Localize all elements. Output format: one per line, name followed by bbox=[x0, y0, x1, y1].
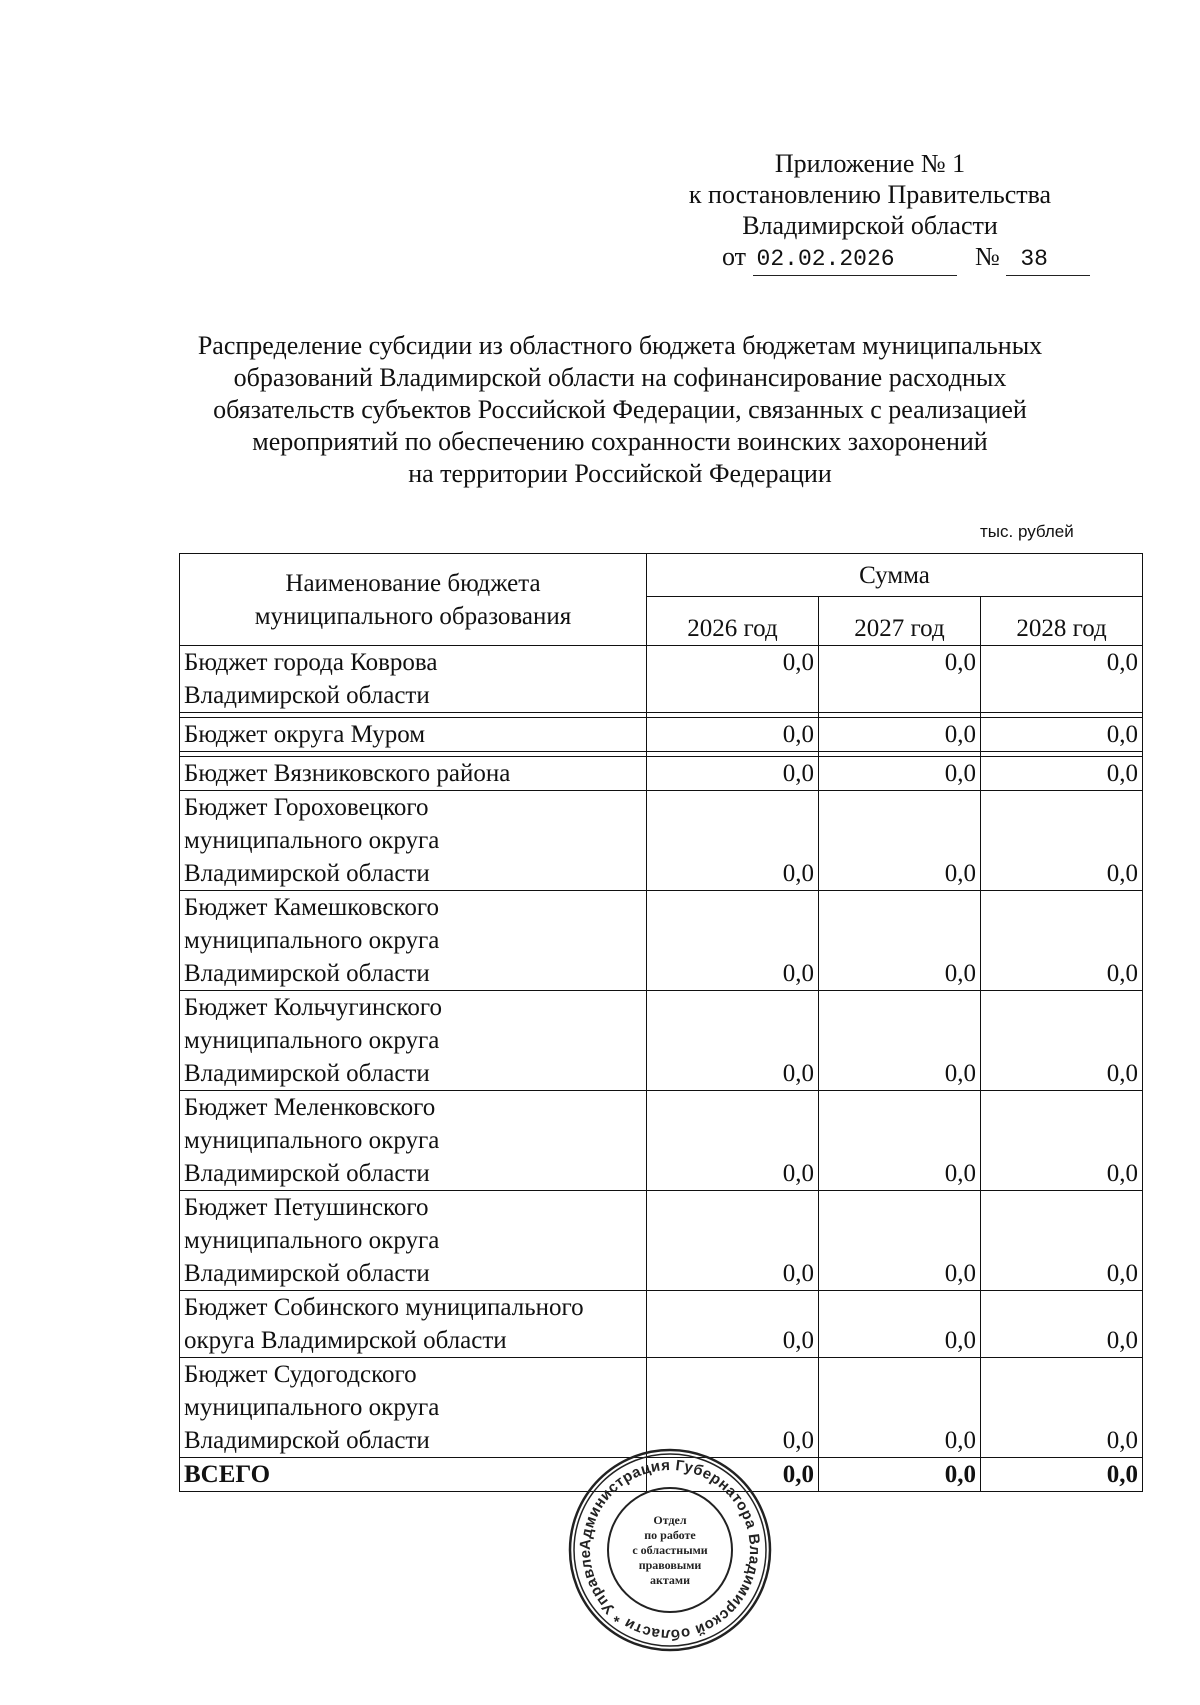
stamp-inner-line: с областными bbox=[632, 1543, 708, 1557]
value-2027: 0,0 bbox=[819, 1291, 981, 1358]
document-title bbox=[150, 330, 1090, 490]
table-row bbox=[180, 1091, 1143, 1191]
value-2028: 0,0 bbox=[981, 1291, 1143, 1358]
value-2026: 0,0 bbox=[647, 1291, 819, 1358]
row-budget-name bbox=[180, 891, 647, 991]
name-line: Бюджет Вязниковского района bbox=[184, 760, 511, 787]
title-line: Распределение субсидии из областного бюджета бюджетам муниципальных bbox=[197, 331, 1043, 360]
value-2028: 0,0 bbox=[981, 757, 1143, 791]
name-line: Бюджет Меленковского bbox=[184, 1094, 436, 1121]
stamp-inner-line: правовыми bbox=[638, 1558, 702, 1572]
row-budget-name bbox=[180, 646, 647, 713]
value-2026: 0,0 bbox=[647, 718, 819, 752]
value-2027: 0,0 bbox=[819, 791, 981, 891]
title-line: образований Владимирской области на софинансирование расходных bbox=[233, 363, 1007, 392]
annex-line-3: Владимирской области bbox=[742, 211, 998, 240]
annex-header bbox=[640, 148, 1100, 276]
name-line: Владимирской области bbox=[184, 682, 430, 709]
value-2027: 0,0 bbox=[819, 1091, 981, 1191]
document-number: 38 bbox=[1006, 244, 1090, 276]
header-name-line-1: Наименование бюджета bbox=[285, 569, 541, 597]
stamp-inner-line: Отдел bbox=[653, 1513, 687, 1527]
name-line: Бюджет Собинского муниципального bbox=[184, 1294, 584, 1321]
value-2028: 0,0 bbox=[981, 646, 1143, 713]
value-2028: 0,0 bbox=[981, 718, 1143, 752]
name-line: Бюджет Кольчугинского bbox=[184, 994, 442, 1021]
name-line: Владимирской области bbox=[184, 860, 430, 887]
value-2028: 0,0 bbox=[981, 791, 1143, 891]
name-line: Бюджет Камешковского bbox=[184, 894, 439, 921]
name-line: Владимирской области bbox=[184, 960, 430, 987]
subsidy-table bbox=[179, 553, 1143, 1492]
value-2027: 0,0 bbox=[819, 991, 981, 1091]
header-year-2027: 2027 год bbox=[819, 597, 981, 646]
annex-title: Приложение № 1 bbox=[774, 149, 966, 178]
header-budget-name bbox=[180, 554, 647, 646]
table-row bbox=[180, 1358, 1143, 1458]
date-prefix: от bbox=[722, 242, 747, 271]
value-2027: 0,0 bbox=[819, 646, 981, 713]
value-2027: 0,0 bbox=[819, 1358, 981, 1458]
value-2028: 0,0 bbox=[981, 891, 1143, 991]
name-line: муниципального округа bbox=[184, 927, 440, 954]
name-line: Бюджет Петушинского bbox=[184, 1194, 429, 1221]
header-name-line-2: муниципального образования bbox=[254, 602, 572, 630]
number-label: № bbox=[975, 242, 1000, 271]
value-2026: 0,0 bbox=[647, 791, 819, 891]
value-2028: 0,0 bbox=[981, 1191, 1143, 1291]
value-2026: 0,0 bbox=[647, 646, 819, 713]
value-2028: 0,0 bbox=[981, 1091, 1143, 1191]
value-2026: 0,0 bbox=[647, 991, 819, 1091]
row-budget-name bbox=[180, 991, 647, 1091]
value-2027: 0,0 bbox=[819, 1191, 981, 1291]
name-line: Бюджет Гороховецкого bbox=[184, 794, 429, 821]
stamp-inner-line: по работе bbox=[644, 1528, 696, 1542]
row-budget-name bbox=[180, 1358, 647, 1458]
table-row bbox=[180, 891, 1143, 991]
title-line: обязательств субъектов Российской Федерации, связанных с реализацией bbox=[213, 395, 1027, 424]
name-line: Владимирской области bbox=[184, 1060, 430, 1087]
row-budget-name bbox=[180, 1091, 647, 1191]
row-budget-name bbox=[180, 718, 647, 752]
name-line: округа Владимирской области bbox=[184, 1327, 507, 1354]
name-line: Владимирской области bbox=[184, 1260, 430, 1287]
stamp-inner-line: актами bbox=[649, 1573, 691, 1587]
table-row bbox=[180, 1191, 1143, 1291]
total-2028: 0,0 bbox=[981, 1458, 1143, 1492]
row-budget-name bbox=[180, 757, 647, 791]
title-line: на территории Российской Федерации bbox=[408, 459, 832, 488]
table-row bbox=[180, 1291, 1143, 1358]
name-line: Владимирской области bbox=[184, 1427, 430, 1454]
units-label: тыс. рублей bbox=[980, 522, 1074, 541]
table-row bbox=[180, 757, 1143, 791]
value-2026: 0,0 bbox=[647, 1091, 819, 1191]
total-2027: 0,0 bbox=[819, 1458, 981, 1492]
row-budget-name bbox=[180, 1191, 647, 1291]
total-2026: 0,0 bbox=[647, 1458, 819, 1492]
name-line: Владимирской области bbox=[184, 1160, 430, 1187]
name-line: муниципального округа bbox=[184, 1127, 440, 1154]
value-2026: 0,0 bbox=[647, 1358, 819, 1458]
value-2026: 0,0 bbox=[647, 891, 819, 991]
name-line: Бюджет Судогодского bbox=[184, 1361, 417, 1388]
name-line: муниципального округа bbox=[184, 1394, 440, 1421]
name-line: муниципального округа bbox=[184, 1027, 440, 1054]
name-line: муниципального округа bbox=[184, 827, 440, 854]
value-2027: 0,0 bbox=[819, 757, 981, 791]
value-2026: 0,0 bbox=[647, 757, 819, 791]
row-budget-name bbox=[180, 1291, 647, 1358]
value-2027: 0,0 bbox=[819, 718, 981, 752]
header-sum: Сумма bbox=[647, 554, 1143, 597]
value-2028: 0,0 bbox=[981, 991, 1143, 1091]
value-2027: 0,0 bbox=[819, 891, 981, 991]
document-date: 02.02.2026 bbox=[753, 244, 957, 276]
table-row bbox=[180, 991, 1143, 1091]
annex-date-line bbox=[640, 241, 1100, 276]
header-year-2028: 2028 год bbox=[981, 597, 1143, 646]
annex-line-2: к постановлению Правительства bbox=[688, 180, 1052, 209]
value-2028: 0,0 bbox=[981, 1358, 1143, 1458]
table-row bbox=[180, 718, 1143, 752]
table-row bbox=[180, 791, 1143, 891]
name-line: Бюджет округа Муром bbox=[184, 721, 426, 748]
svg-text:Администрация Губернатора Влад: Администрация Губернатора Владимирской области * Управле bbox=[576, 1456, 764, 1644]
official-stamp bbox=[565, 1445, 775, 1655]
value-2026: 0,0 bbox=[647, 1191, 819, 1291]
name-line: муниципального округа bbox=[184, 1227, 440, 1254]
name-line: Бюджет города Коврова bbox=[184, 649, 438, 676]
total-label: ВСЕГО bbox=[180, 1458, 647, 1492]
header-year-2026: 2026 год bbox=[647, 597, 819, 646]
title-line: мероприятий по обеспечению сохранности воинских захоронений bbox=[252, 427, 988, 456]
table-row bbox=[180, 646, 1143, 713]
row-budget-name bbox=[180, 791, 647, 891]
